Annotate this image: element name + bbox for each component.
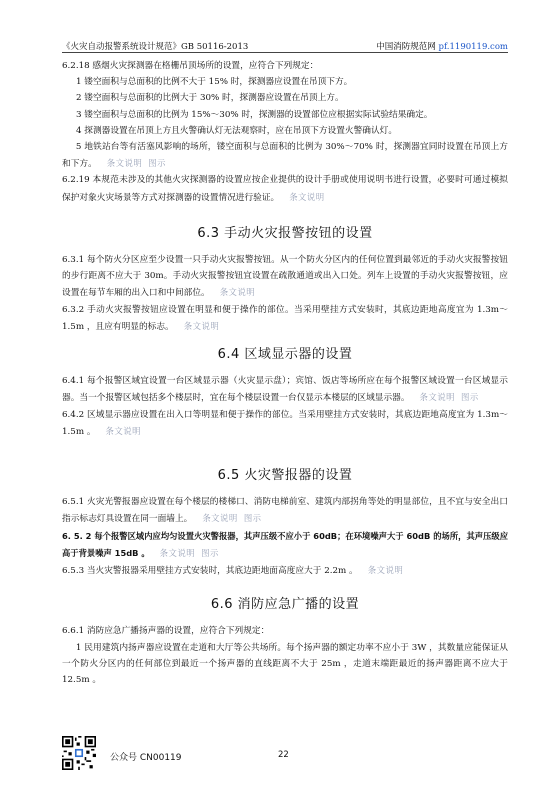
clause-6-5-2: 6. 5. 2 每个报警区域内应均匀设置火灾警报器，其声压级不应小于 60dB；在环境噪声大于 60dB 的场所，其声压级应高于背景噪声 15dB 。 条文说明 图示 — [62, 530, 508, 558]
clause-6-2-18-item-1: 1 镂空面积与总面积的比例不大于 15% 时，探测器应设置在吊顶下方。 — [76, 77, 353, 88]
explanation-link[interactable]: 条文说明 — [202, 513, 238, 524]
explanation-link[interactable]: 条文说明 — [106, 158, 143, 169]
clause-6-5-3: 6.5.3 当火灾警报器采用壁挂方式安装时，其底边距地面高度应大于 2.2m 。 条文说明 — [62, 565, 404, 577]
clause-6-6-1-item-1: 1 民用建筑内扬声器应设置在走道和大厅等公共场所。每个扬声器的额定功率不应小于 3W ，其数量应能保证从一个防火分区内的任何部位到最近一个扬声器的直线距离不大于 25m ，走道末端距最近的扬声器距离不应大于 12.5m 。 — [62, 642, 508, 686]
explanation-link[interactable]: 条文说明 — [289, 191, 325, 202]
wechat-account: 公众号 CN00119 — [110, 753, 182, 763]
clause-6-2-19: 6.2.19 本规范未涉及的其他火灾探测器的设置应按企业提供的设计手册或使用说明书进行设置，必要时可通过模拟保护对象火灾场景等方式对探测器的设置情况进行验证。 条文说明 — [62, 175, 508, 203]
figure-link[interactable]: 图示 — [148, 158, 166, 169]
explanation-link[interactable]: 条文说明 — [105, 425, 142, 436]
clause-6-3-2: 6.3.2 手动火灾报警按钮应设置在明显和便于操作的部位。当采用壁挂方式安装时，其底边距地高度宜为 1.3m～1.5m ，且应有明显的标志。 条文说明 — [62, 304, 508, 332]
clause-6-2-18-item-4: 4 探测器设置在吊顶上方且火警确认灯无法观察时，应在吊顶下方设置火警确认灯。 — [76, 125, 398, 136]
explanation-link[interactable]: 条文说明 — [367, 565, 404, 576]
explanation-link[interactable]: 条文说明 — [159, 547, 196, 558]
section-heading-6-4: 6.4 区域显示器的设置 — [217, 347, 353, 363]
clause-6-2-18-intro: 6.2.18 感烟火灾探测器在格栅吊顶场所的设置，应符合下列规定： — [62, 61, 319, 71]
clause-6-5-1: 6.5.1 火灾光警报器应设置在每个楼层的楼梯口、消防电梯前室、建筑内部拐角等处的明显部位，且不宜与安全出口指示标志灯具设置在同一面墙上。 条文说明 图示 — [62, 497, 508, 525]
header-site-url[interactable]: pf.1190119.com — [438, 42, 508, 52]
header-title: 《火灾自动报警系统设计规范》GB 50116-2013 — [62, 42, 249, 52]
figure-link[interactable]: 图示 — [243, 513, 262, 524]
clause-6-6-1: 6.6.1 消防应急广播扬声器的设置，应符合下列规定： — [62, 626, 270, 637]
explanation-link[interactable]: 条文说明 — [219, 287, 256, 298]
figure-link[interactable]: 图示 — [461, 392, 479, 403]
section-heading-6-6: 6.6 消防应急广播的设置 — [210, 597, 360, 613]
clause-6-2-18-item-2: 2 镂空面积与总面积的比例大于 30% 时，探测器应设置在吊顶上方。 — [76, 93, 344, 104]
header-site — [376, 40, 508, 52]
qr-code-icon — [62, 736, 96, 770]
clause-6-2-18-item-5: 5 地铁站台等有活塞风影响的场所，镂空面积与总面积的比例为 30%～70% 时，探测器宜同时设置在吊顶上方和下方。 条文说明 图示 — [62, 142, 508, 170]
clause-6-3-1: 6.3.1 每个防火分区应至少设置一只手动火灾报警按钮。从一个防火分区内的任何位置到最邻近的手动火灾报警按钮的步行距离不应大于 30m。手动火灾报警按钮宜设置在疏散通道或出入口处。列车上设置的手动火灾报警按钮，应设置在每节车厢的出入口和中间部位。 条文说明 — [62, 255, 508, 299]
section-heading-6-3: 6.3 手动火灾报警按钮的设置 — [197, 225, 373, 241]
figure-link[interactable]: 图示 — [201, 547, 219, 558]
header-site-name: 中国消防规范网 — [376, 42, 436, 52]
explanation-link[interactable]: 条文说明 — [183, 320, 220, 331]
page-header — [62, 38, 508, 53]
page-footer — [62, 736, 482, 776]
clause-6-4-1: 6.4.1 每个报警区域宜设置一台区域显示器（火灾显示盘）；宾馆、饭店等场所应在每个报警区域设置一台区域显示器。当一个报警区域包括多个楼层时，宜在每个楼层设置一台仅显示本楼层的区域显示器。 条文说明 图示 — [62, 376, 508, 404]
clause-6-2-18-item-3: 3 镂空面积与总面积的比例为 15%～30% 时，探测器的设置部位应根据实际试验结果确定。 — [76, 109, 433, 120]
section-heading-6-5: 6.5 火灾警报器的设置 — [217, 468, 353, 484]
page-content — [62, 58, 508, 688]
explanation-link[interactable]: 条文说明 — [419, 392, 455, 403]
clause-6-4-2: 6.4.2 区域显示器应设置在出入口等明显和便于操作的部位。当采用壁挂方式安装时，其底边距地高度宜为 1.3m～1.5m 。 条文说明 — [62, 409, 508, 437]
page-number: 22 — [278, 750, 289, 760]
